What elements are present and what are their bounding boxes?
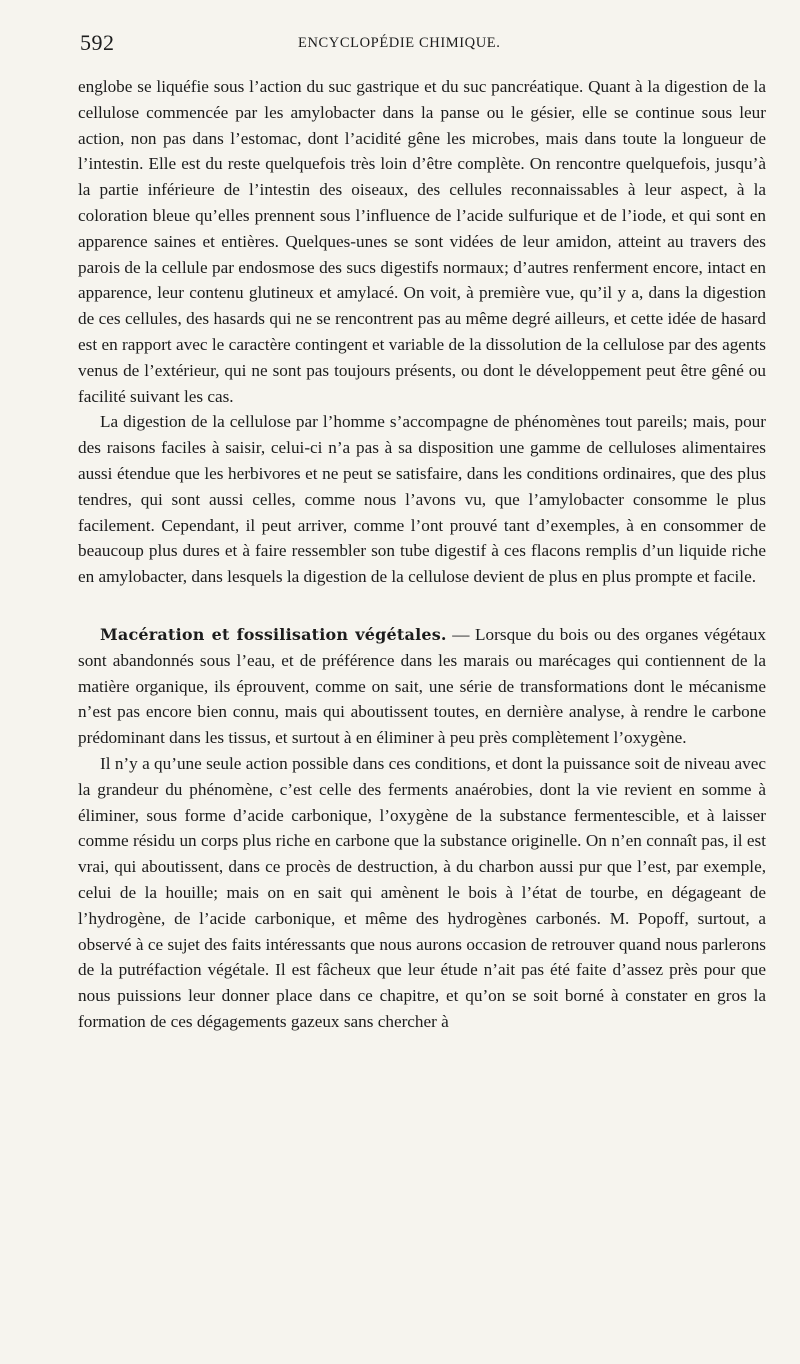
body-text — [78, 74, 766, 1035]
page-number: 592 — [80, 30, 115, 55]
paragraph-human-digestion: La digestion de la cellulose par l’homme s’accompagne de phénomènes tout pareils; mais, pour des raisons faciles à saisir, celui-ci n’a pas à sa disposition une gamme de celluloses alimentaires aussi étendue que les herbivores et ne peut se satisfaire, dans les conditions ordinaires, que des plus tendres, qui sont aussi celles, comme nous l’avons vu, que l’amylobacter consomme le plus facilement. Cependant, il peut arriver, comme l’ont prouvé tant d’exemples, à en consommer de beaucoup plus dures et à faire ressembler son tube digestif à ces flacons remplis d’un liquide riche en amylobacter, dans lesquels la digestion de la cellulose devient de plus en plus prompte et facile. — [78, 412, 766, 587]
section-heading: Macération et fossilisation végétales. — [100, 624, 447, 644]
running-title: ENCYCLOPÉDIE CHIMIQUE. — [298, 35, 501, 51]
section-heading-body: — Lorsque du bois ou des organes végétaux sont abandonnés sous l’eau, et de préférence dans les marais ou marécages qui contiennent de la matière organique, ils éprouvent, comme on sait, une série de transformations dont le mécanisme n’est pas encore bien connu, mais qui aboutissent toutes, en dernière analyse, à rendre le carbone prédominant dans les tissus, et surtout à en éliminer à peu près complètement l’oxygène. — [78, 624, 766, 748]
paragraph-maceration — [78, 622, 766, 751]
paragraph-anaerobic-ferments: Il n’y a qu’une seule action possible dans ces conditions, et dont la puissance soit de niveau avec la grandeur du phénomène, c’est celle des ferments anaérobies, dont la vie revient en somme à éliminer, sous forme d’acide carbonique, l’oxygène de la substance fermentescible, et à laisser comme résidu un corps plus riche en carbone que la substance originelle. On n’en connaît pas, il est vrai, qui aboutissent, dans ce procès de destruction, à du charbon aussi pur que l’est, par exemple, celui de la houille; mais on en sait qui amènent le bois à l’état de tourbe, en dégageant de l’hydrogène, de l’acide carbonique, et même des hydrogènes carbonés. M. Popoff, surtout, a observé à ce sujet des faits intéressants que nous aurons occasion de retrouver quand nous parlerons de la putréfaction végétale. Il est fâcheux que leur étude n’ait pas été faite d’assez près pour que nous puissions leur donner place dans ce chapitre, et qu’on se soit borné à constater en gros la formation de ces dégagements gazeux sans chercher à — [78, 753, 766, 1031]
paragraph-continuation: englobe se liquéfie sous l’action du suc gastrique et du suc pancréatique. Quant à la digestion de la cellulose commencée par les amylobacter dans la panse ou le gésier, elle se continue sous leur action, non pas dans l’estomac, dont l’acidité gêne les microbes, mais dans toute la longueur de l’intestin. Elle est du reste quelquefois très loin d’être complète. On rencontre quelquefois, jusqu’à la partie inférieure de l’intestin des oiseaux, des cellules reconnaissables à leur aspect, à la coloration bleue qu’elles prennent sous l’influence de l’acide sulfurique et de l’iode, et qui sont en apparence saines et entières. Quelques-unes se sont vidées de leur amidon, atteint au travers des parois de la cellule par endosmose des sucs digestifs normaux; d’autres renferment encore, intact en apparence, leur contenu glutineux et amylacé. On voit, à première vue, qu’il y a, dans la digestion de ces cellules, des hasards qui ne se rencontrent pas au même degré ailleurs, et cette idée de hasard est en rapport avec le caractère contingent et variable de la dissolution de la cellulose par des agents venus de l’extérieur, qui ne sont pas toujours présents, ou dont le développement peut être gêné ou facilité suivant les cas. — [78, 77, 766, 406]
